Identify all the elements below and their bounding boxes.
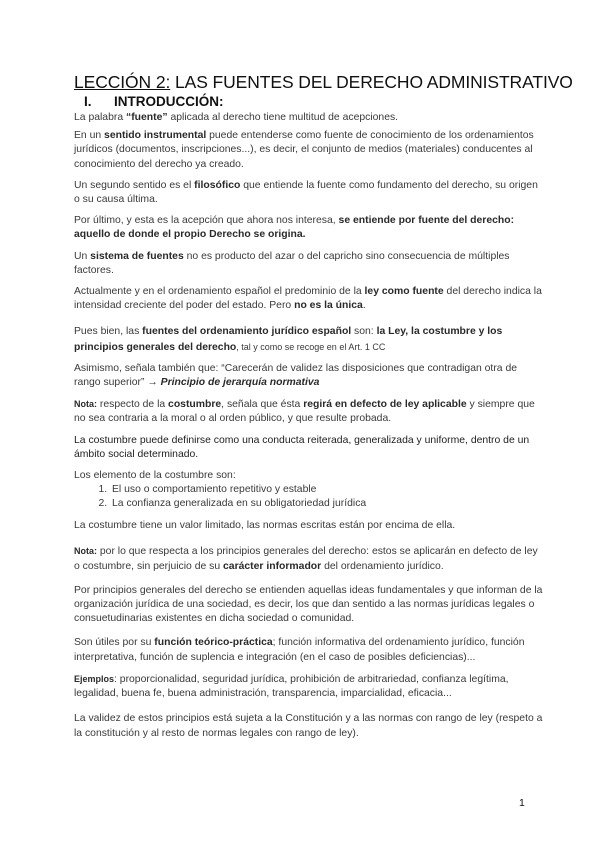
bold-text: filosófico [194, 179, 241, 191]
note-label: Nota: [74, 399, 97, 410]
text: Actualmente y en el ordenamiento español el predominio de la [74, 286, 365, 298]
text: no es producto del azar o del capricho sino consecuencia de múltiples factores. [74, 250, 510, 276]
text: Asimismo, señala también que: “Carecerán de validez las disposiciones que contradigan otra de rango superior” → [74, 362, 518, 389]
text: son: [351, 326, 377, 338]
text: puede entenderse como fuente de conocimiento de los ordenamientos jurídicos (documentos, inscripciones...), es decir, el conjunto de medios (materiales) conducentes al conocimiento del derecho ya creado. [74, 130, 534, 170]
text: La palabra [74, 112, 126, 123]
text: Un segundo sentido es el [74, 179, 195, 191]
text: del ordenamiento jurídico. [321, 560, 444, 572]
text: En un [74, 130, 105, 142]
text: respecto de la [97, 399, 169, 411]
bold-text: función teórico-práctica [154, 637, 273, 649]
lesson-title [74, 72, 573, 93]
bold-text: se entiende por fuente del derecho: aquello de donde el propio Derecho se origina. [74, 215, 515, 241]
text: ; función informativa del ordenamiento jurídico, función interpretativa, función de suplencia e integración (en el caso de posibles deficiencias)... [74, 637, 525, 663]
italic-text: Principio de jerarquía normativa [160, 377, 320, 389]
list-item: 2. La confianza generalizada en su obligatoriedad jurídica [110, 497, 544, 511]
bold-text: la Ley, la costumbre y los principios generales del derecho [74, 326, 503, 353]
paragraph-ley [74, 285, 544, 313]
text: La costumbre puede definirse como una conducta reiterada, generalizada y uniforme, dentro de un ámbito social determinado. [74, 434, 530, 460]
page-number: 1 [519, 797, 525, 809]
bold-text: regirá en defecto de ley aplicable [303, 399, 467, 411]
text: , señala que ésta [221, 399, 304, 411]
paragraph-instrumental [74, 129, 544, 172]
section-number: I. [84, 94, 92, 109]
note-label: Nota: [74, 546, 97, 557]
text: Por principios generales del derecho se entienden aquellas ideas fundamentales y que informan de la organización jurídica de una sociedad, es decir, los que dan sentido a las normas jurídicas legales o consuetudinarias existentes en dicha sociedad o comunidad. [74, 584, 543, 625]
text: Un [74, 250, 91, 262]
text: La costumbre tiene un valor limitado, las normas escritas están por encima de ella. [74, 520, 456, 532]
bold-text: sistema de fuentes [90, 250, 184, 262]
text: . [362, 300, 366, 312]
bold-text: sentido instrumental [104, 130, 207, 142]
text: La validez de estos principios está sujeta a la Constitución y a las normas con rango de ley (respeto a la constitución y al resto de normas legales con rango de ley). [74, 713, 543, 739]
paragraph-validez [74, 712, 544, 740]
paragraph-valor [74, 519, 544, 533]
bold-text: “fuente” [126, 112, 168, 123]
text: del derecho indica la intensidad creciente del poder del estado. Pero [74, 286, 542, 312]
paragraph-jerarquia [74, 362, 544, 390]
paragraph-ejemplos [74, 672, 544, 701]
paragraph-elementos [74, 469, 544, 483]
text: aplicada al derecho tiene multitud de acepciones. [167, 112, 399, 123]
lesson-label: LECCIÓN 2: [74, 72, 171, 92]
elements-list [74, 483, 544, 511]
paragraph-sistema [74, 250, 544, 278]
bold-text: no es la única [294, 300, 363, 312]
text: : proporcionalidad, seguridad jurídica, prohibición de arbitrariedad, confianza legítima, legalidad, buena fe, buena administración, transparencia, imparcialidad, eficacia... [74, 673, 509, 700]
text: Son útiles por su [74, 637, 155, 649]
bold-text: carácter informador [223, 560, 322, 572]
paragraph-nota-principios [74, 544, 544, 573]
text: Por último, y esta es la acepción que ahora nos interesa, [74, 215, 339, 227]
text: que entiende la fuente como fundamento del derecho, su origen o su causa última. [74, 179, 538, 206]
paragraph-principios [74, 584, 544, 627]
text: Los elemento de la costumbre son: [74, 470, 236, 482]
paragraph-nota-costumbre [74, 397, 544, 426]
list-item: 1. El uso o comportamiento repetitivo y estable [110, 483, 544, 497]
lesson-title-text: LAS FUENTES DEL DERECHO ADMINISTRATIVO [170, 72, 573, 92]
bold-text: costumbre [168, 399, 222, 411]
text: , tal y como se recoge en el Art. 1 CC [236, 341, 386, 352]
section-heading [84, 94, 544, 109]
paragraph-fuentes [74, 325, 544, 354]
paragraph-definicion [74, 434, 544, 462]
bold-text: ley como fuente [364, 286, 444, 298]
bold-text: fuentes del ordenamiento jurídico español [142, 326, 352, 338]
section-title: INTRODUCCIÓN: [114, 94, 224, 109]
paragraph-fuente [74, 111, 544, 125]
text: y siempre que no sea contraria a la moral o al orden público, y que resulte probada. [74, 399, 535, 425]
paragraph-acepcion [74, 214, 544, 242]
text: Pues bien, las [74, 326, 143, 338]
document-page [74, 72, 573, 748]
examples-label: Ejemplos [74, 673, 115, 684]
paragraph-filosofico [74, 179, 544, 207]
paragraph-funciones [74, 636, 544, 664]
text: por lo que respecta a los principios generales del derecho: estos se aplicarán en defecto de ley o costumbre, sin perjuicio de su [74, 546, 538, 572]
